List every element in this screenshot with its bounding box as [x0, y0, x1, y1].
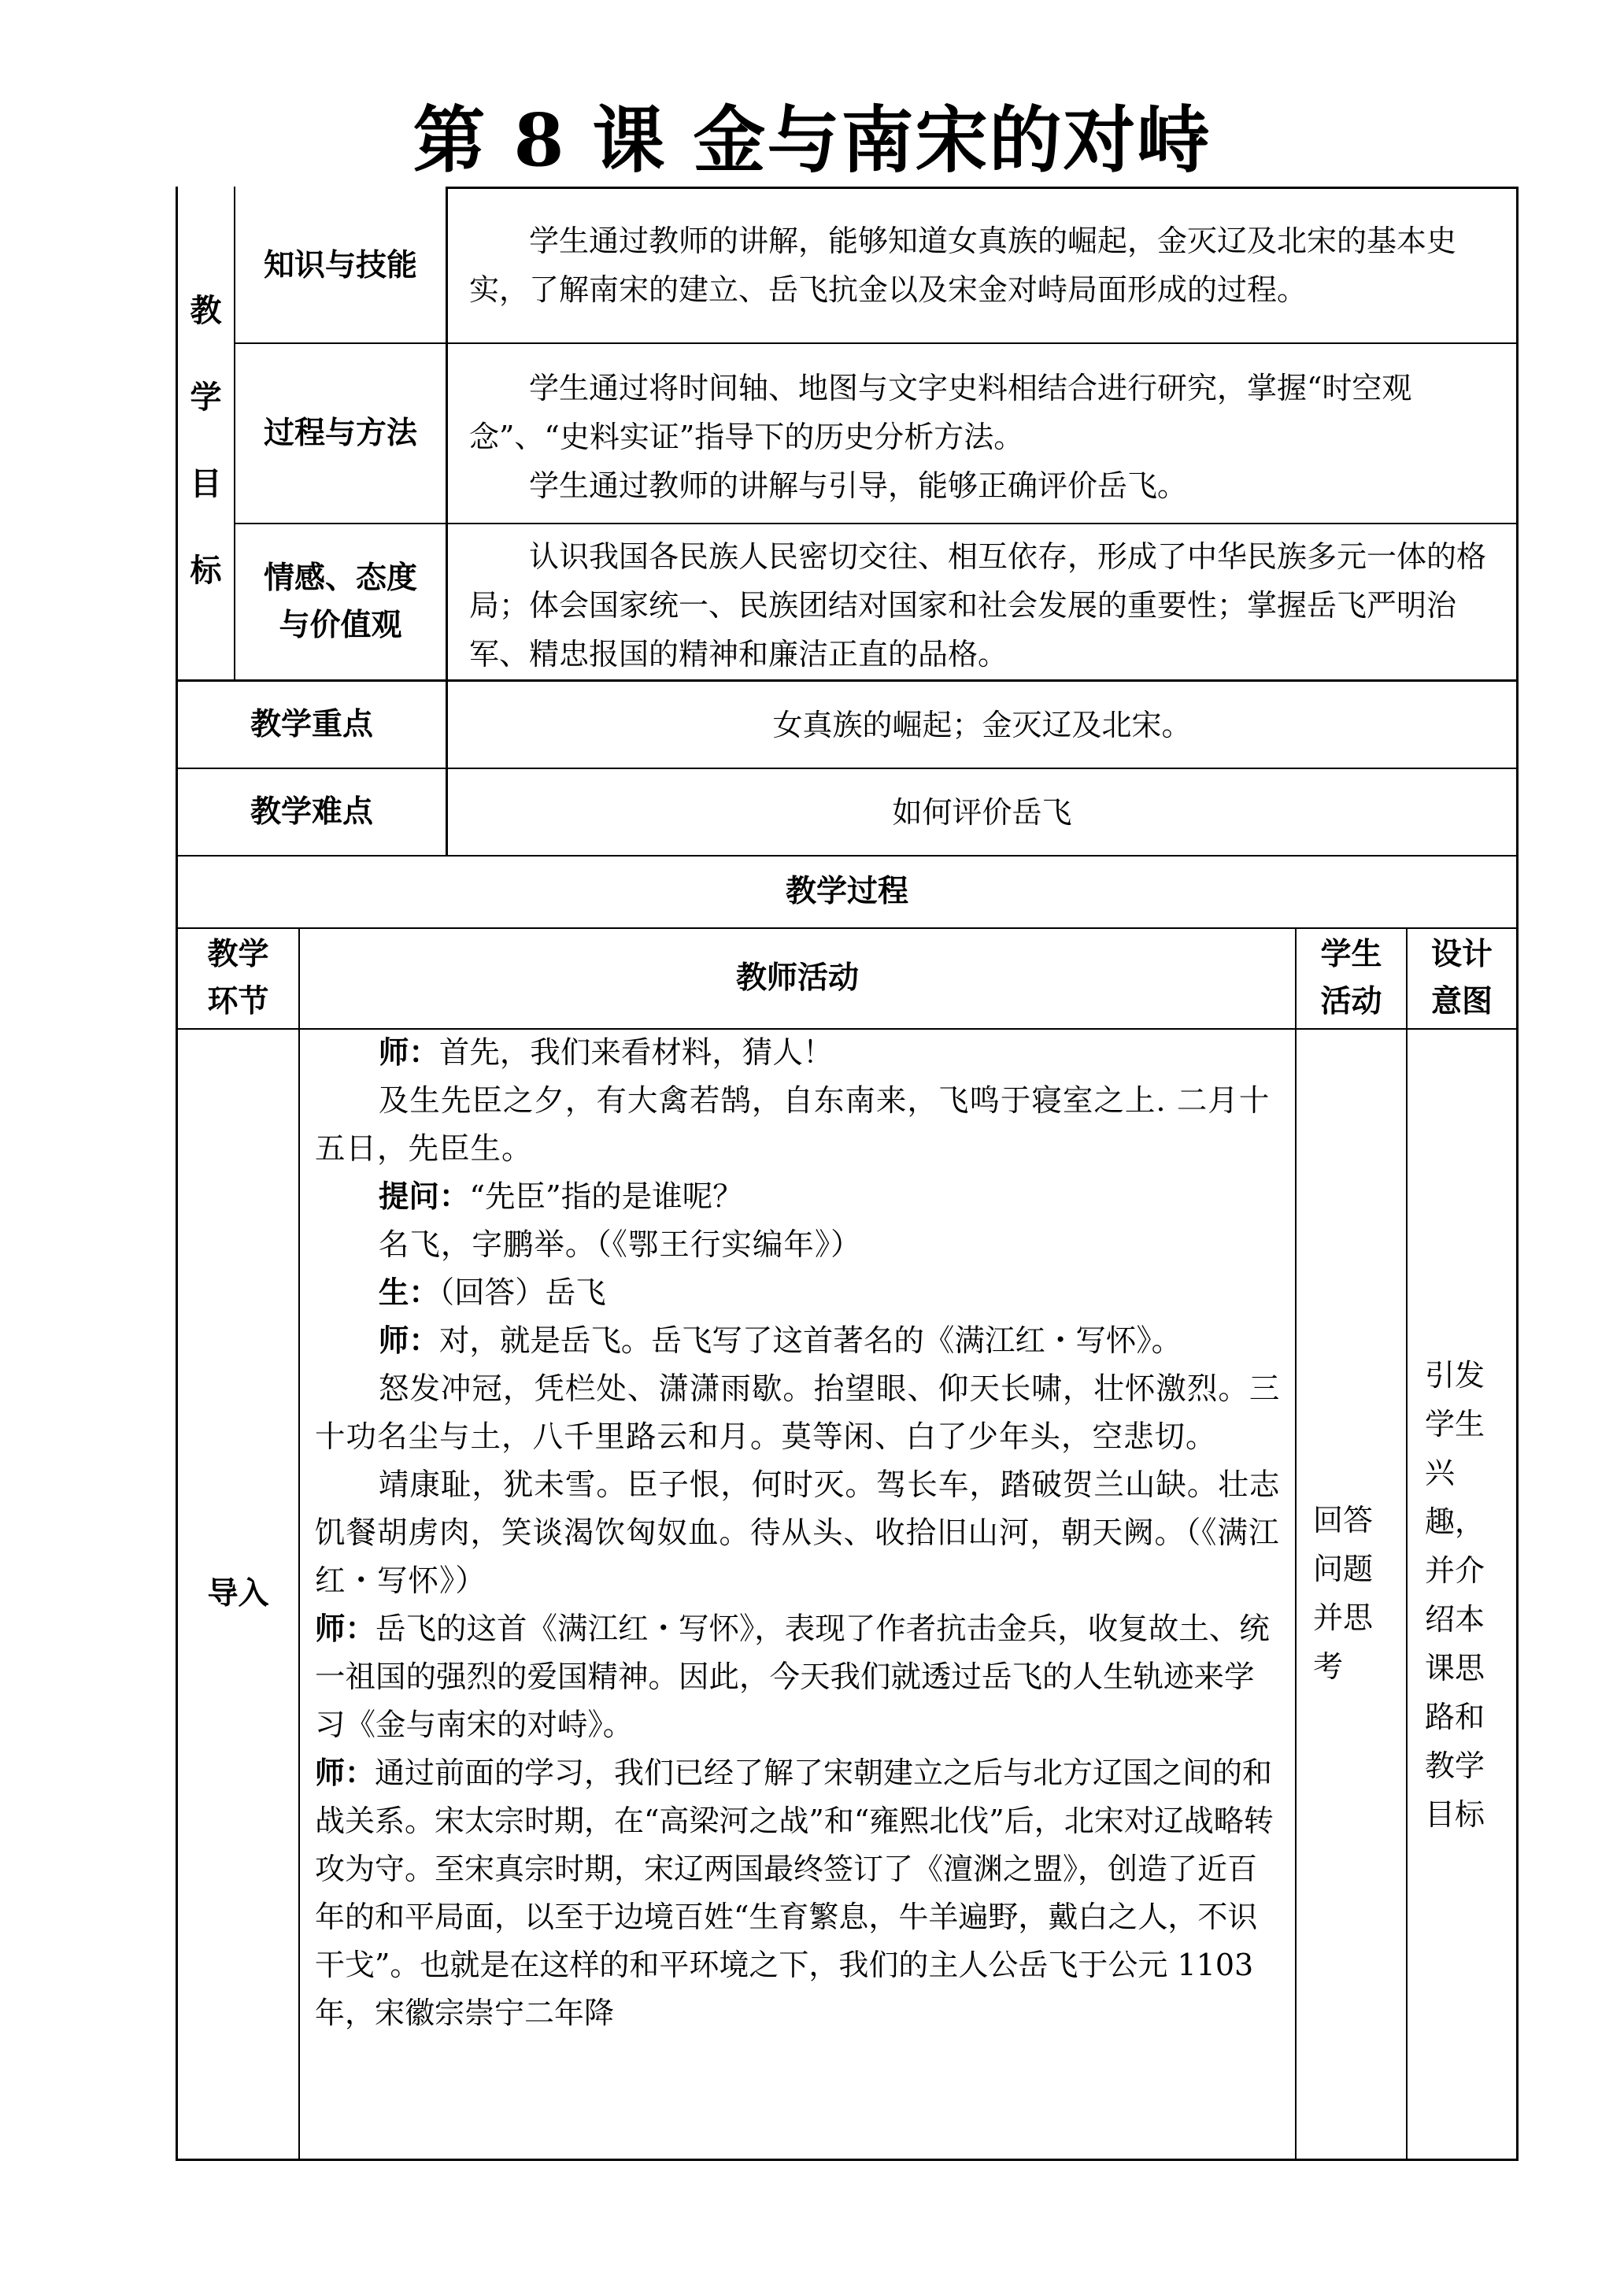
- design-intent: 引发 学生 兴 趣， 并介 绍本 课思 路和 教学 目标: [1425, 1358, 1485, 1832]
- objective-label-emotion: 情感、态度 与价值观: [263, 560, 417, 643]
- column-header-teacher: 教师活动: [735, 960, 859, 996]
- stage-name: 导入: [207, 1576, 269, 1611]
- paragraph: 认识我国各民族人民密切交往、相互依存，形成了中华民族多元一体的格局；体会国家统一、民族团结对国家和社会发展的重要性；掌握岳飞严明治军、精忠报国的精神和廉洁正直的品格。: [469, 539, 1487, 672]
- activity-line: 怒发冲冠，凭栏处、潇潇雨歇。抬望眼、仰天长啸，壮怀激烈。三十功名尘与土，八千里路云和月。莫等闲、白了少年头，空悲切。: [315, 1371, 1281, 1455]
- activity-line: 名飞，字鹏举。（《鄂王行实编年》）: [378, 1227, 862, 1263]
- objective-text-knowledge: [469, 216, 1500, 314]
- activity-line: 及生先臣之夕，有大禽若鹄，自东南来，飞鸣于寝室之上. 二月十五日，先臣生。: [315, 1083, 1271, 1167]
- activity-line: 生：（回答）岳飞: [378, 1275, 606, 1311]
- paragraph: 学生通过教师的讲解与引导，能够正确评价岳飞。: [529, 468, 1188, 503]
- objectives-label: [178, 268, 234, 614]
- process-heading: 教学过程: [785, 874, 908, 909]
- difficulty-value: 如何评价岳飞: [892, 794, 1072, 830]
- objectives-label-char: 教: [190, 293, 222, 329]
- column-header-stage: 教学 环节: [207, 937, 269, 1019]
- difficulty-label: 教学难点: [250, 794, 373, 830]
- column-header-design: 设计 意图: [1430, 937, 1493, 1019]
- activity-line: 师：通过前面的学习，我们已经了解了宋朝建立之后与北方辽国之间的和战关系。宋太宗时期，在“高梁河之战”和“雍熙北伐”后，北宋对辽战略转攻为守。至宋真宗时期，宋辽两国最终签订了《澶渊之盟》，创造了近百年的和平局面，以至于边境百姓“生育繁息，牛羊遍野，戴白之人，不识干戈”。也就是在这样的和平环境之下，我们的主人公岳飞于公元 1103 年，宋徽宗崇宁二年降: [315, 1756, 1274, 2030]
- objectives-label-char: 学: [190, 379, 222, 416]
- teacher-activity: [315, 1029, 1283, 2037]
- paragraph: 学生通过教师的讲解，能够知道女真族的崛起，金灭辽及北宋的基本史实，了解南宋的建立、岳飞抗金以及宋金对峙局面形成的过程。: [469, 224, 1457, 307]
- page-title: 第 8 课 金与南宋的对峙: [412, 98, 1212, 183]
- activity-line: 提问：“先臣”指的是谁呢？: [378, 1179, 743, 1215]
- activity-line: 师：对，就是岳飞。岳飞写了这首著名的《满江红・写怀》。: [378, 1323, 1182, 1359]
- activity-line: 师：首先，我们来看材料，猜人！: [378, 1035, 834, 1071]
- key-point-value: 女真族的崛起；金灭辽及北宋。: [772, 707, 1192, 742]
- key-point-label: 教学重点: [250, 706, 373, 742]
- objectives-label-char: 目: [190, 466, 222, 502]
- objective-text-process: [469, 364, 1500, 510]
- student-activity: 回答 问题 并思 考: [1313, 1503, 1374, 1684]
- activity-line: 靖康耻，犹未雪。臣子恨，何时灭。驾长车，踏破贺兰山缺。壮志饥餐胡虏肉，笑谈渴饮匈奴血。待从头、收拾旧山河，朝天阙。（《满江红・写怀》）: [315, 1467, 1281, 1599]
- activity-line: 师：岳飞的这首《满江红・写怀》，表现了作者抗击金兵，收复故土、统一祖国的强烈的爱国精神。因此，今天我们就透过岳飞的人生轨迹来学习《金与南宋的对峙》。: [315, 1611, 1270, 1743]
- paragraph: 学生通过将时间轴、地图与文字史料相结合进行研究，掌握“时空观念”、“史料实证”指导下的历史分析方法。: [469, 371, 1412, 454]
- column-header-student: 学生 活动: [1320, 937, 1382, 1019]
- objective-label-process: 过程与方法: [263, 415, 417, 451]
- objective-label-knowledge: 知识与技能: [263, 247, 417, 283]
- objective-text-emotion: [469, 532, 1500, 679]
- objectives-label-char: 标: [190, 553, 222, 589]
